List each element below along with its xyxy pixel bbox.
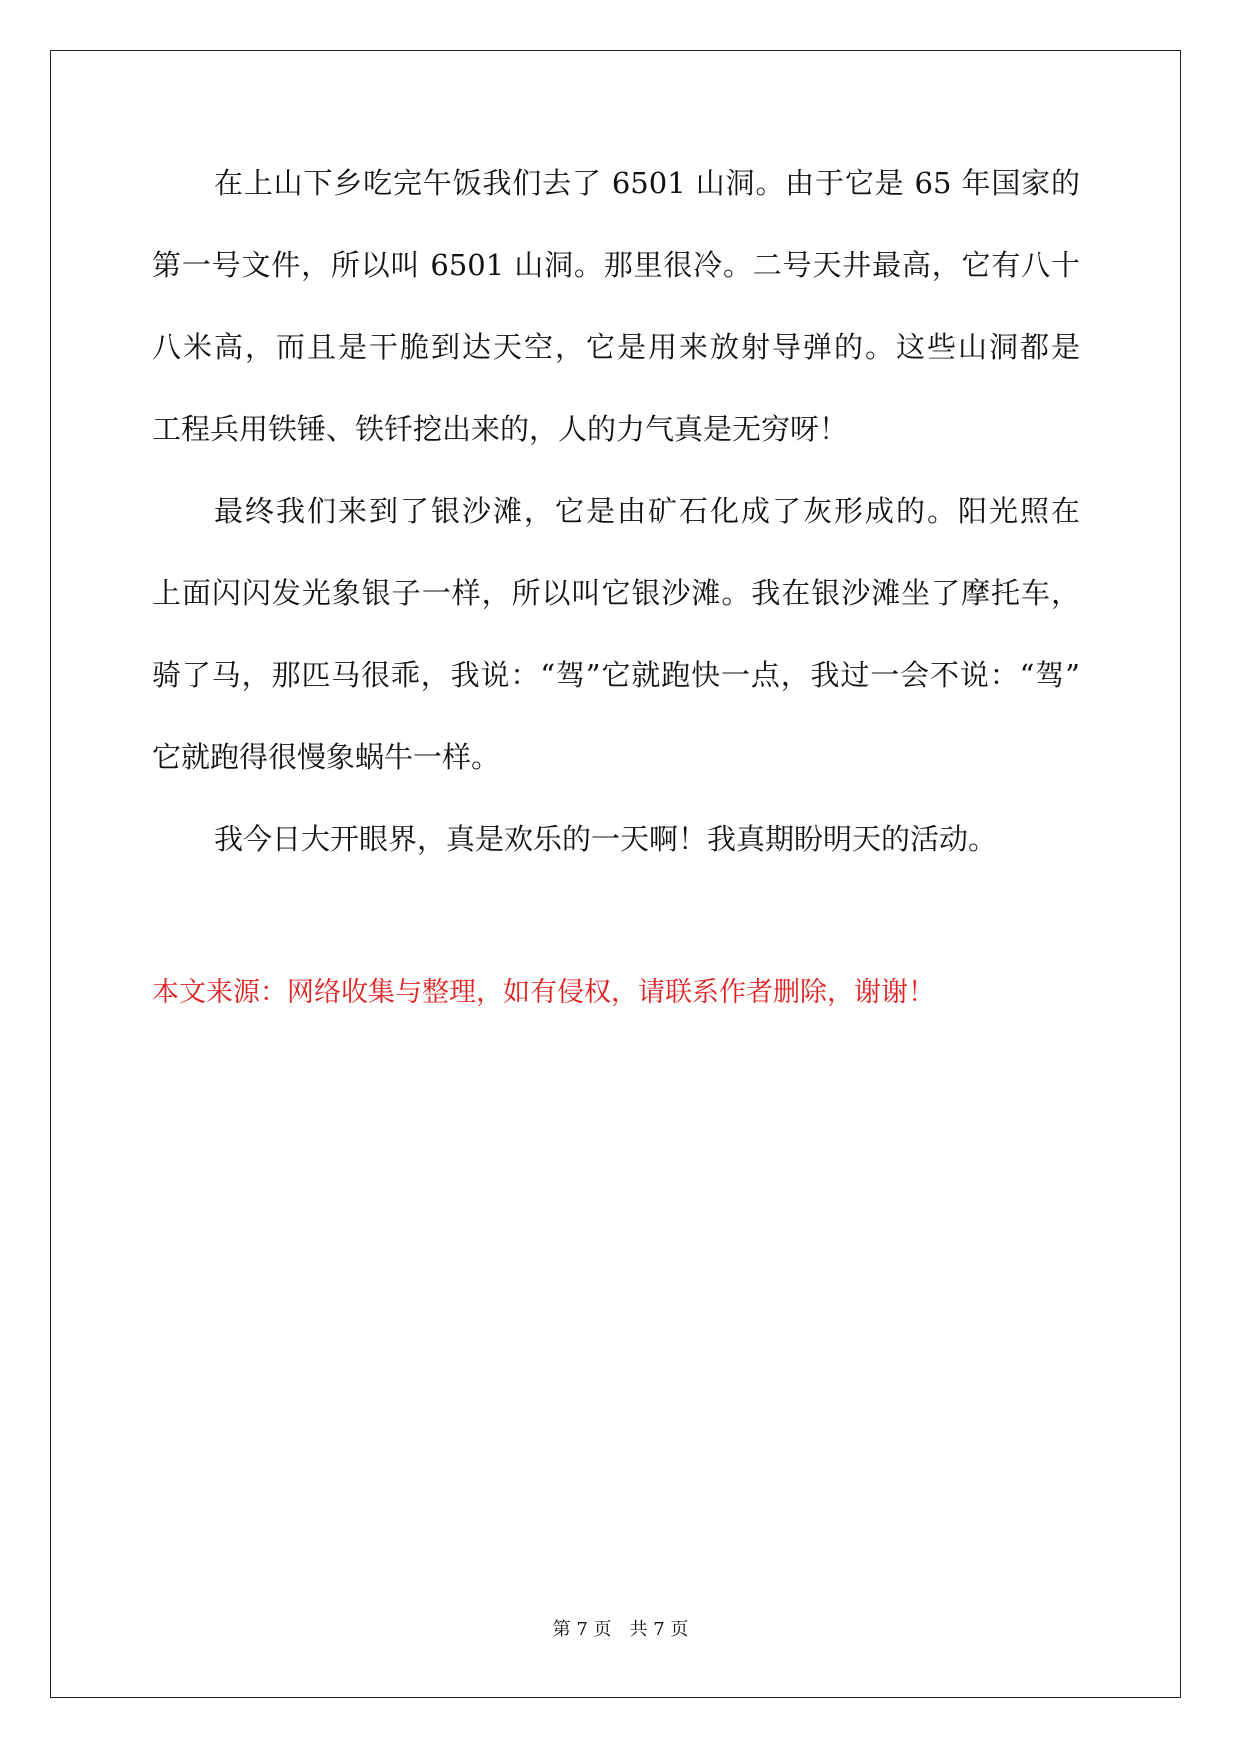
page-footer: 第 7 页 共 7 页 xyxy=(552,1619,689,1640)
paragraph-1-line-1: 在上山下乡吃完午饭我们去了 6501 山洞。由于它是 65 年国家的 xyxy=(214,166,1080,200)
page-border xyxy=(50,50,1181,1698)
paragraph-2-line-4: 它就跑得很慢象蜗牛一样。 xyxy=(152,740,501,774)
paragraph-2-line-1: 最终我们来到了银沙滩，它是由矿石化成了灰形成的。阳光照在 xyxy=(214,494,1080,528)
paragraph-1-line-2: 第一号文件，所以叫 6501 山洞。那里很冷。二号天井最高，它有八十 xyxy=(152,248,1080,282)
paragraph-1-line-4: 工程兵用铁锤、铁钎挖出来的，人的力气真是无穷呀！ xyxy=(152,412,849,446)
paragraph-1-line-3: 八米高，而且是干脆到达天空，它是用来放射导弹的。这些山洞都是 xyxy=(152,330,1080,364)
source-notice: 本文来源：网络收集与整理，如有侵权，请联系作者删除，谢谢！ xyxy=(152,977,935,1008)
paragraph-2-line-3: 骑了马，那匹马很乖，我说：“驾”它就跑快一点，我过一会不说：“驾” xyxy=(152,658,1080,692)
paragraph-3-line-1: 我今日大开眼界，真是欢乐的一天啊！我真期盼明天的活动。 xyxy=(214,822,998,856)
paragraph-2-line-2: 上面闪闪发光象银子一样，所以叫它银沙滩。我在银沙滩坐了摩托车， xyxy=(152,576,1080,610)
